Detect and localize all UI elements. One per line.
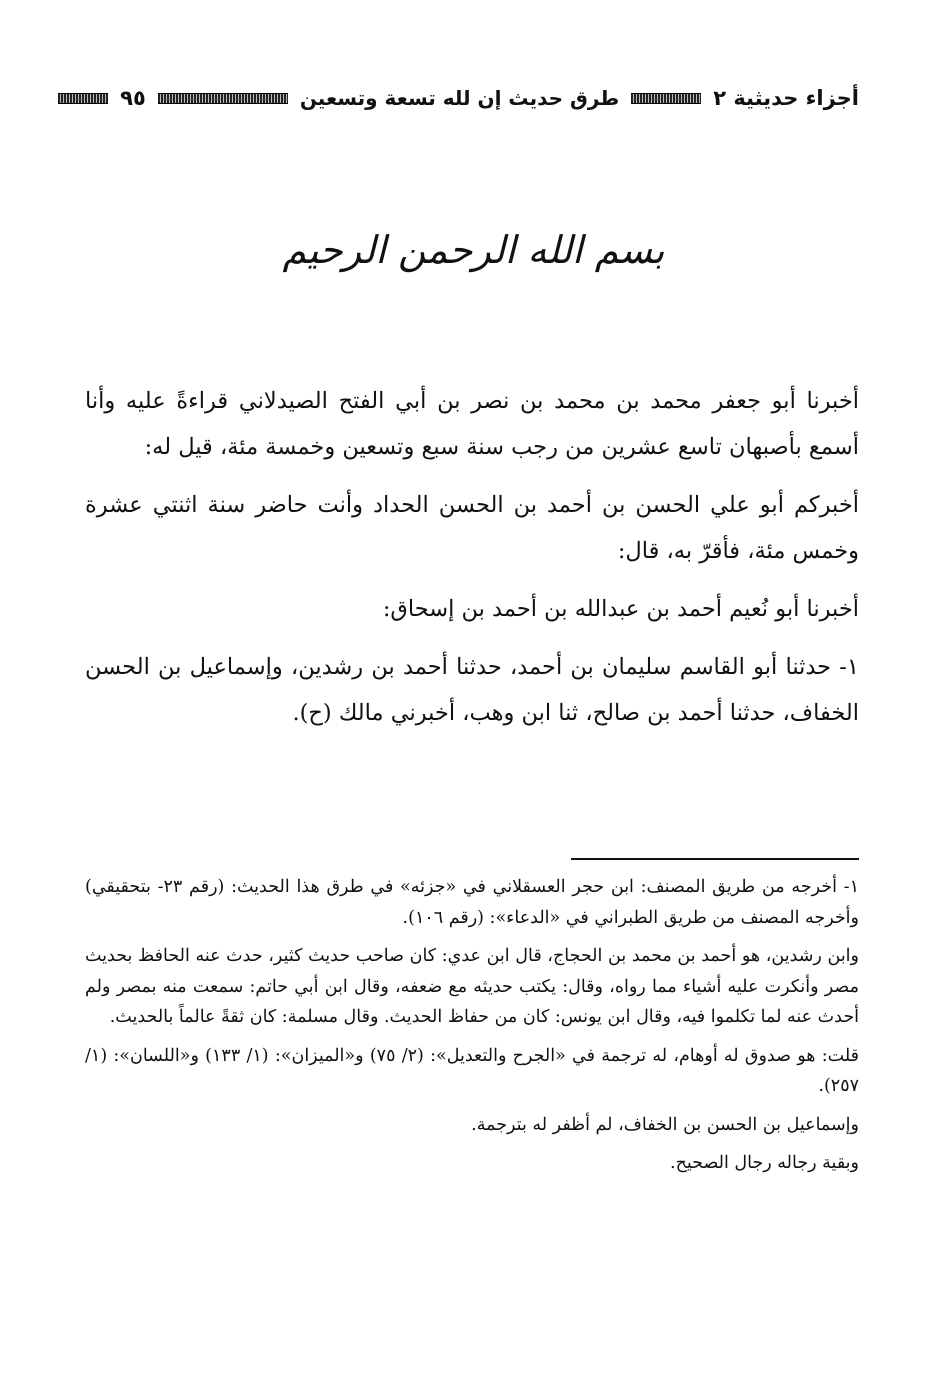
main-paragraph: أخبرنا أبو جعفر محمد بن محمد بن نصر بن أبي الفتح الصيدلاني قراءةً عليه وأنا أسمع بأصبهان تاسع عشرين من رجب سنة سبع وتسعين وخمسة مئة، قيل له:	[85, 388, 859, 460]
book-title: أجزاء حديثية ٢	[713, 86, 859, 110]
running-header	[85, 78, 859, 118]
chapter-title: طرق حديث إن لله تسعة وتسعين	[299, 86, 620, 110]
header-rule	[631, 93, 701, 104]
main-paragraph: أخبرنا أبو نُعيم أحمد بن عبدالله بن أحمد بن إسحاق:	[382, 596, 859, 622]
footnotes	[85, 872, 859, 1187]
header-rule	[158, 93, 288, 104]
main-paragraph: أخبركم أبو علي الحسن بن أحمد بن الحسن الحداد وأنت حاضر سنة اثنتي عشرة وخمس مئة، فأقرّ به، قال:	[85, 492, 859, 564]
main-paragraph: ١- حدثنا أبو القاسم سليمان بن أحمد، حدثنا أحمد بن رشدين، وإسماعيل بن الحسن الخفاف، حدثنا أحمد بن صالح، ثنا ابن وهب، أخبرني مالك (ح).	[85, 654, 859, 726]
footnote-paragraph: وبقية رجاله رجال الصحيح.	[670, 1153, 859, 1173]
basmala-calligraphy: بسم الله الرحمن الرحيم	[282, 228, 665, 272]
footnote-paragraph: وابن رشدين، هو أحمد بن محمد بن الحجاج، قال ابن عدي: كان صاحب حديث كثير، حدث عنه الحافظ بحديث مصر وأنكرت عليه أشياء مما رواه، وقال: يكتب حديثه مع ضعفه، وقال ابن أبي حاتم: سمعت منه بمصر ولم أحدث عنه لما تكلموا فيه، وقال ابن يونس: كان من حفاظ الحديث. وقال مسلمة: كان ثقةً عالماً بالحديث.	[85, 946, 859, 1027]
main-text	[85, 378, 859, 748]
header-rule	[58, 93, 108, 104]
footnote-paragraph: قلت: هو صدوق له أوهام، له ترجمة في «الجرح والتعديل»: (٢/ ٧٥) و«الميزان»: (١/ ١٣٣) و«اللسان»: (١/ ٢٥٧).	[85, 1045, 859, 1096]
footnote-divider	[571, 858, 859, 860]
footnote-paragraph: ١- أخرجه من طريق المصنف: ابن حجر العسقلاني في «جزئه» في طرق هذا الحديث: (رقم ٢٣- بتحقيقي) وأخرجه المصنف من طريق الطبراني في «الدعاء»: (رقم ١٠٦).	[85, 877, 859, 928]
footnote-paragraph: وإسماعيل بن الحسن بن الخفاف، لم أظفر له بترجمة.	[471, 1114, 859, 1135]
page-number: ٩٥	[120, 86, 146, 110]
